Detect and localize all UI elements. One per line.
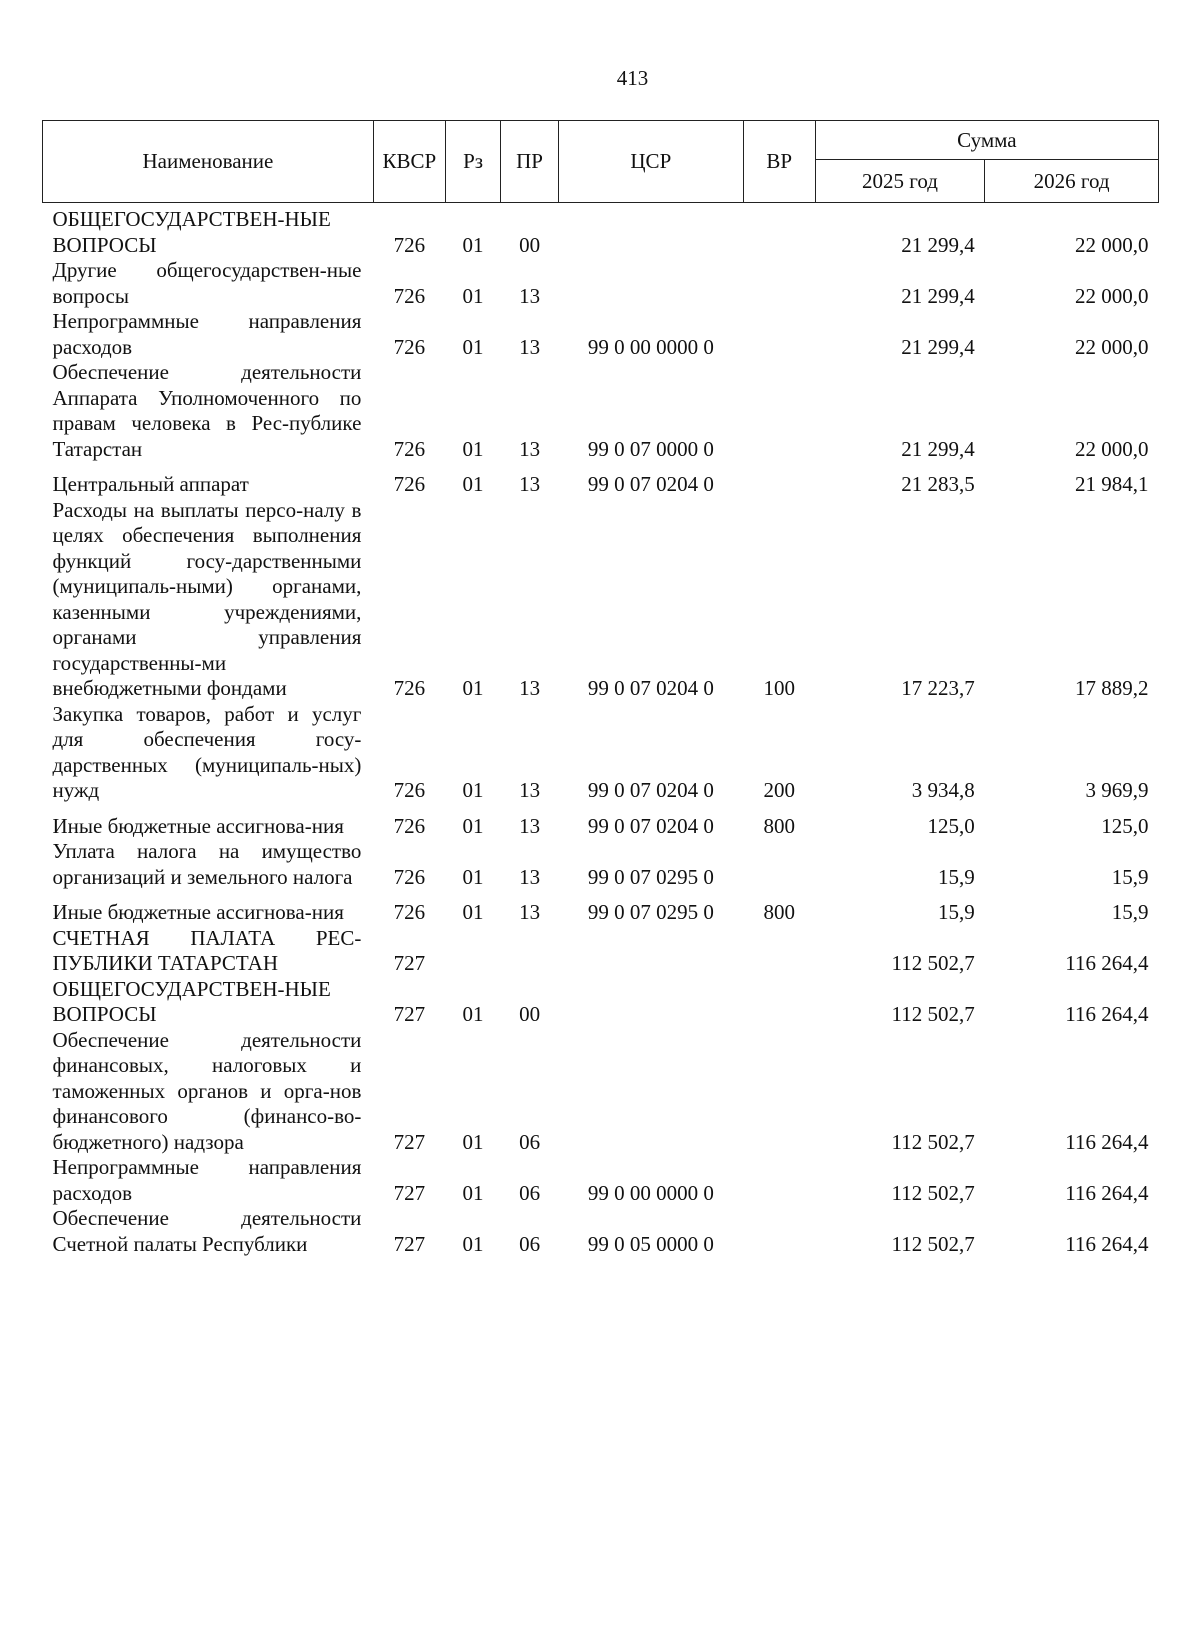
row-sum-2026: 17 889,2 (1075, 676, 1149, 700)
row-sum-2025: 21 299,4 (901, 436, 975, 461)
row-name: Расходы на выплаты персо-налу в целях обеспечения выполнения функций госу-дарственными (муниципаль-ными) органами, казенными учреждениями, органами управления государственны-ми внебюджетными фондами (52, 497, 362, 700)
row-kvsr: 726 (393, 900, 426, 924)
row-rz: 01 (462, 1002, 484, 1026)
row-name: Непрограммные направления расходов (52, 1155, 362, 1205)
table-row (43, 926, 1159, 977)
row-csr: 99 0 05 0000 0 (587, 1231, 714, 1256)
header-name: Наименование (43, 121, 374, 203)
row-sum-2026: 22 000,0 (1075, 232, 1149, 257)
row-kvsr: 726 (393, 813, 426, 838)
row-pr: 06 (519, 1180, 541, 1205)
row-sum-2025: 21 283,5 (901, 472, 975, 496)
row-sum-2025: 112 502,7 (891, 951, 975, 975)
row-vr (743, 309, 815, 360)
row-sum-2026: 116 264,4 (1065, 1129, 1149, 1154)
row-csr: 99 0 07 0295 0 (587, 864, 714, 889)
row-vr (743, 1206, 815, 1257)
row-kvsr: 727 (393, 1231, 426, 1256)
row-pr: 13 (519, 472, 541, 496)
row-csr: 99 0 07 0204 0 (587, 778, 714, 802)
row-sum-2025: 21 299,4 (901, 334, 975, 359)
row-vr (743, 462, 815, 498)
row-sum-2025: 112 502,7 (891, 1129, 975, 1154)
row-csr: 99 0 07 0204 0 (587, 472, 714, 496)
header-pr: ПР (501, 121, 559, 203)
row-vr (743, 360, 815, 462)
row-kvsr: 726 (393, 232, 426, 257)
table-row (43, 977, 1159, 1028)
row-vr (743, 977, 815, 1028)
table-row (43, 890, 1159, 926)
row-pr: 13 (519, 864, 541, 889)
row-sum-2026: 15,9 (1111, 900, 1149, 924)
header-year-2025: 2025 год (815, 160, 985, 203)
row-vr: 100 (763, 676, 796, 700)
row-pr (501, 926, 559, 977)
row-pr: 06 (519, 1231, 541, 1256)
table-row (43, 1028, 1159, 1156)
row-vr (743, 1155, 815, 1206)
row-name: ОБЩЕГОСУДАРСТВЕН-НЫЕ ВОПРОСЫ (52, 976, 331, 1026)
header-sum: Сумма (815, 121, 1158, 160)
row-kvsr: 726 (393, 436, 426, 461)
row-sum-2026: 22 000,0 (1075, 334, 1149, 359)
row-vr (743, 839, 815, 890)
table-row (43, 1206, 1159, 1257)
row-kvsr: 727 (393, 1180, 426, 1205)
row-sum-2026: 116 264,4 (1065, 951, 1149, 975)
header-rz: Рз (445, 121, 500, 203)
row-kvsr: 727 (393, 951, 426, 975)
row-rz: 01 (462, 334, 484, 359)
table-body (43, 203, 1159, 1258)
header-year-2026: 2026 год (985, 160, 1159, 203)
row-rz: 01 (462, 676, 484, 700)
row-pr: 13 (519, 676, 541, 700)
row-pr: 13 (519, 283, 541, 308)
row-rz: 01 (462, 232, 484, 257)
row-rz: 01 (462, 283, 484, 308)
table-row (43, 258, 1159, 309)
row-sum-2025: 17 223,7 (901, 676, 975, 700)
header-csr: ЦСР (558, 121, 743, 203)
table-row (43, 203, 1159, 259)
row-kvsr: 726 (393, 334, 426, 359)
row-rz: 01 (462, 813, 484, 838)
row-sum-2025: 112 502,7 (891, 1231, 975, 1256)
row-pr: 06 (519, 1129, 541, 1154)
row-name: Обеспечение деятельности Счетной палаты Республики (52, 1206, 362, 1256)
row-sum-2026: 15,9 (1111, 864, 1149, 889)
row-name: Непрограммные направления расходов (52, 309, 362, 359)
row-vr (743, 203, 815, 259)
header-vr: ВР (743, 121, 815, 203)
row-pr: 13 (519, 778, 541, 802)
row-sum-2026: 125,0 (1101, 813, 1149, 838)
row-rz (445, 926, 500, 977)
row-vr: 800 (763, 813, 796, 838)
row-sum-2025: 112 502,7 (891, 1180, 975, 1205)
row-pr: 13 (519, 334, 541, 359)
row-sum-2025: 112 502,7 (891, 1002, 975, 1026)
row-sum-2026: 116 264,4 (1065, 1002, 1149, 1026)
row-sum-2025: 3 934,8 (911, 778, 975, 802)
row-name: Другие общегосударствен-ные вопросы (52, 258, 362, 308)
row-pr: 00 (519, 232, 541, 257)
page-number: 413 (616, 66, 649, 90)
row-sum-2026: 116 264,4 (1065, 1180, 1149, 1205)
row-kvsr: 727 (393, 1129, 426, 1154)
row-kvsr: 726 (393, 778, 426, 802)
row-csr: 99 0 00 0000 0 (587, 1180, 714, 1205)
row-rz: 01 (462, 1129, 484, 1154)
row-vr (743, 1028, 815, 1156)
row-rz: 01 (462, 1231, 484, 1256)
row-kvsr: 726 (393, 864, 426, 889)
row-sum-2025: 125,0 (927, 813, 975, 838)
row-csr: 99 0 00 0000 0 (587, 334, 714, 359)
table-row (43, 1155, 1159, 1206)
row-vr (743, 926, 815, 977)
row-pr: 00 (519, 1002, 541, 1026)
table-row (43, 462, 1159, 498)
row-sum-2025: 15,9 (938, 864, 975, 889)
table-header (43, 121, 1159, 203)
row-sum-2026: 22 000,0 (1075, 436, 1149, 461)
row-sum-2025: 21 299,4 (901, 232, 975, 257)
row-name: Уплата налога на имущество организаций и земельного налога (52, 839, 362, 889)
row-kvsr: 726 (393, 676, 426, 700)
row-kvsr: 726 (393, 283, 426, 308)
budget-table (42, 120, 1159, 1257)
row-rz: 01 (462, 900, 484, 924)
table-row (43, 498, 1159, 702)
row-name: Обеспечение деятельности Аппарата Уполномоченного по правам человека в Рес-публике Татарстан (52, 360, 362, 461)
row-csr: 99 0 07 0204 0 (587, 676, 714, 700)
row-pr: 13 (519, 900, 541, 924)
header-kvsr: КВСР (373, 121, 445, 203)
row-name: Центральный аппарат (52, 472, 249, 496)
row-name: Иные бюджетные ассигнова-ния (52, 900, 344, 924)
row-rz: 01 (462, 1180, 484, 1205)
row-csr: 99 0 07 0204 0 (587, 813, 714, 838)
row-name: СЧЕТНАЯ ПАЛАТА РЕС-ПУБЛИКИ ТАТАРСТАН (52, 925, 362, 975)
row-sum-2026: 116 264,4 (1065, 1231, 1149, 1256)
row-rz: 01 (462, 472, 484, 496)
row-csr (558, 203, 743, 259)
row-sum-2026: 21 984,1 (1075, 472, 1149, 496)
row-csr (558, 1028, 743, 1156)
table-row (43, 360, 1159, 462)
table-row (43, 804, 1159, 840)
table-row (43, 702, 1159, 804)
row-csr: 99 0 07 0295 0 (587, 900, 714, 924)
row-rz: 01 (462, 864, 484, 889)
table-row (43, 309, 1159, 360)
row-vr: 800 (763, 900, 796, 924)
row-name: Иные бюджетные ассигнова-ния (52, 813, 344, 838)
row-kvsr: 726 (393, 472, 426, 496)
row-csr (558, 258, 743, 309)
row-sum-2025: 15,9 (938, 900, 975, 924)
row-sum-2026: 3 969,9 (1085, 778, 1149, 802)
row-vr: 200 (763, 778, 796, 802)
row-rz: 01 (462, 436, 484, 461)
row-name: Закупка товаров, работ и услуг для обеспечения госу-дарственных (муниципаль-ных) нужд (52, 701, 362, 802)
row-csr (558, 977, 743, 1028)
row-name: ОБЩЕГОСУДАРСТВЕН-НЫЕ ВОПРОСЫ (52, 207, 331, 257)
row-sum-2026: 22 000,0 (1075, 283, 1149, 308)
table-row (43, 839, 1159, 890)
row-name: Обеспечение деятельности финансовых, налоговых и таможенных органов и орга-нов финансового (финансо-во-бюджетного) надзора (52, 1027, 362, 1154)
row-sum-2025: 21 299,4 (901, 283, 975, 308)
row-rz: 01 (462, 778, 484, 802)
row-pr: 13 (519, 813, 541, 838)
row-pr: 13 (519, 436, 541, 461)
row-csr (558, 926, 743, 977)
row-kvsr: 727 (393, 1002, 426, 1026)
row-csr: 99 0 07 0000 0 (587, 436, 714, 461)
row-vr (743, 258, 815, 309)
